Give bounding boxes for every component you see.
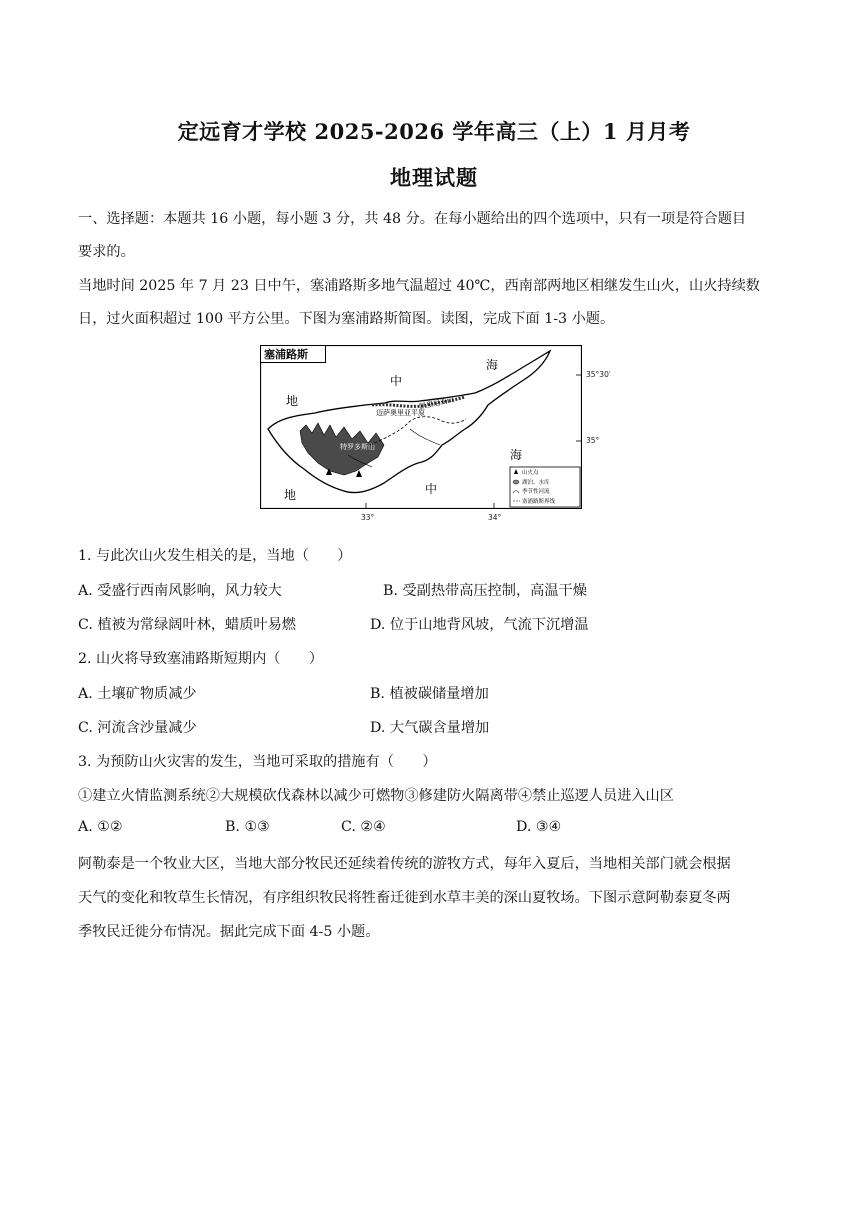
- svg-text:湖泊、水库: 湖泊、水库: [522, 480, 550, 486]
- question-1-option-a: A. 受盛行西南风影响，风力较大: [78, 583, 282, 599]
- lat-label: 35°: [586, 436, 600, 445]
- exam-title: 定远育才学校 2025-2026 学年高三（上）1 月月考: [177, 119, 691, 144]
- section-intro-line-2: 要求的。: [78, 244, 135, 260]
- question-1-option-c: C. 植被为常绿阔叶林，蜡质叶易燃: [78, 617, 296, 633]
- question-2-option-a: A. 土壤矿物质减少: [78, 686, 197, 702]
- question-2-option-c: C. 河流含沙量减少: [78, 720, 197, 736]
- lon-label: 33°: [361, 513, 375, 522]
- question-2-option-b: B. 植被碳储量增加: [370, 686, 489, 702]
- sea-label: 地: [286, 394, 299, 408]
- question-3-stem: 3. 为预防山火灾害的发生，当地可采取的措施有（ ）: [78, 754, 437, 770]
- question-1-option-b: B. 受副热带高压控制，高温干燥: [383, 583, 587, 599]
- sea-label: 地: [284, 488, 297, 502]
- lon-label: 34°: [488, 513, 502, 522]
- question-2-stem: 2. 山火将导致塞浦路斯短期内（ ）: [78, 651, 324, 667]
- question-3-option-a: A. ①②: [78, 819, 123, 835]
- exam-subtitle: 地理试题: [390, 165, 478, 190]
- lake-icon: [513, 480, 519, 484]
- svg-text:山火点: 山火点: [522, 470, 539, 476]
- sea-label: 海: [510, 448, 523, 462]
- question-2-option-d: D. 大气碳含量增加: [370, 720, 490, 736]
- question-3-option-b: B. ①③: [225, 819, 270, 835]
- question-1-stem: 1. 与此次山火发生相关的是，当地（ ）: [78, 548, 352, 564]
- lat-label: 35°30′: [586, 370, 611, 379]
- sea-label: 中: [425, 482, 438, 496]
- section-intro-line-1: 一、选择题：本题共 16 小题，每小题 3 分，共 48 分。在每小题给出的四个选项中，只有一项是符合题目: [78, 211, 747, 227]
- map-title: 塞浦路斯: [264, 348, 308, 361]
- svg-text:季节性河流: 季节性河流: [522, 489, 550, 495]
- cyprus-map-svg: [260, 345, 582, 509]
- question-3-option-d: D. ③④: [516, 819, 562, 835]
- place-label: 凯里尼亚山: [418, 395, 455, 411]
- question-3-statement: ①建立火情监测系统②大规模砍伐森林以减少可燃物③修建防火隔离带④禁止巡逻人员进入山区: [78, 788, 674, 804]
- question-3-option-c: C. ②④: [341, 819, 386, 835]
- passage2-line-1: 阿勒泰是一个牧业大区，当地大部分牧民还延续着传统的游牧方式，每年入夏后，当地相关部门就会根据: [78, 856, 731, 872]
- sea-label: 海: [486, 358, 499, 372]
- place-label: 迈萨奥里亚平原: [376, 409, 425, 417]
- cyprus-map: [260, 345, 582, 509]
- sea-label: 中: [390, 374, 403, 388]
- passage2-line-2: 天气的变化和牧草生长情况，有序组织牧民将牲畜迁徙到水草丰美的深山夏牧场。下图示意阿勒泰夏冬两: [78, 890, 731, 906]
- place-label: 特罗多斯山: [340, 443, 375, 451]
- passage2-line-3: 季牧民迁徙分布情况。据此完成下面 4-5 小题。: [78, 924, 380, 940]
- question-1-option-d: D. 位于山地背风坡，气流下沉增温: [370, 617, 589, 633]
- passage1-line-1: 当地时间 2025 年 7 月 23 日中午，塞浦路斯多地气温超过 40℃，西南部两地区相继发生山火，山火持续数: [78, 278, 760, 294]
- passage1-line-2: 日，过火面积超过 100 平方公里。下图为塞浦路斯简图。读图，完成下面 1-3 小题。: [78, 311, 615, 327]
- svg-text:塞浦路斯界线: 塞浦路斯界线: [522, 499, 556, 505]
